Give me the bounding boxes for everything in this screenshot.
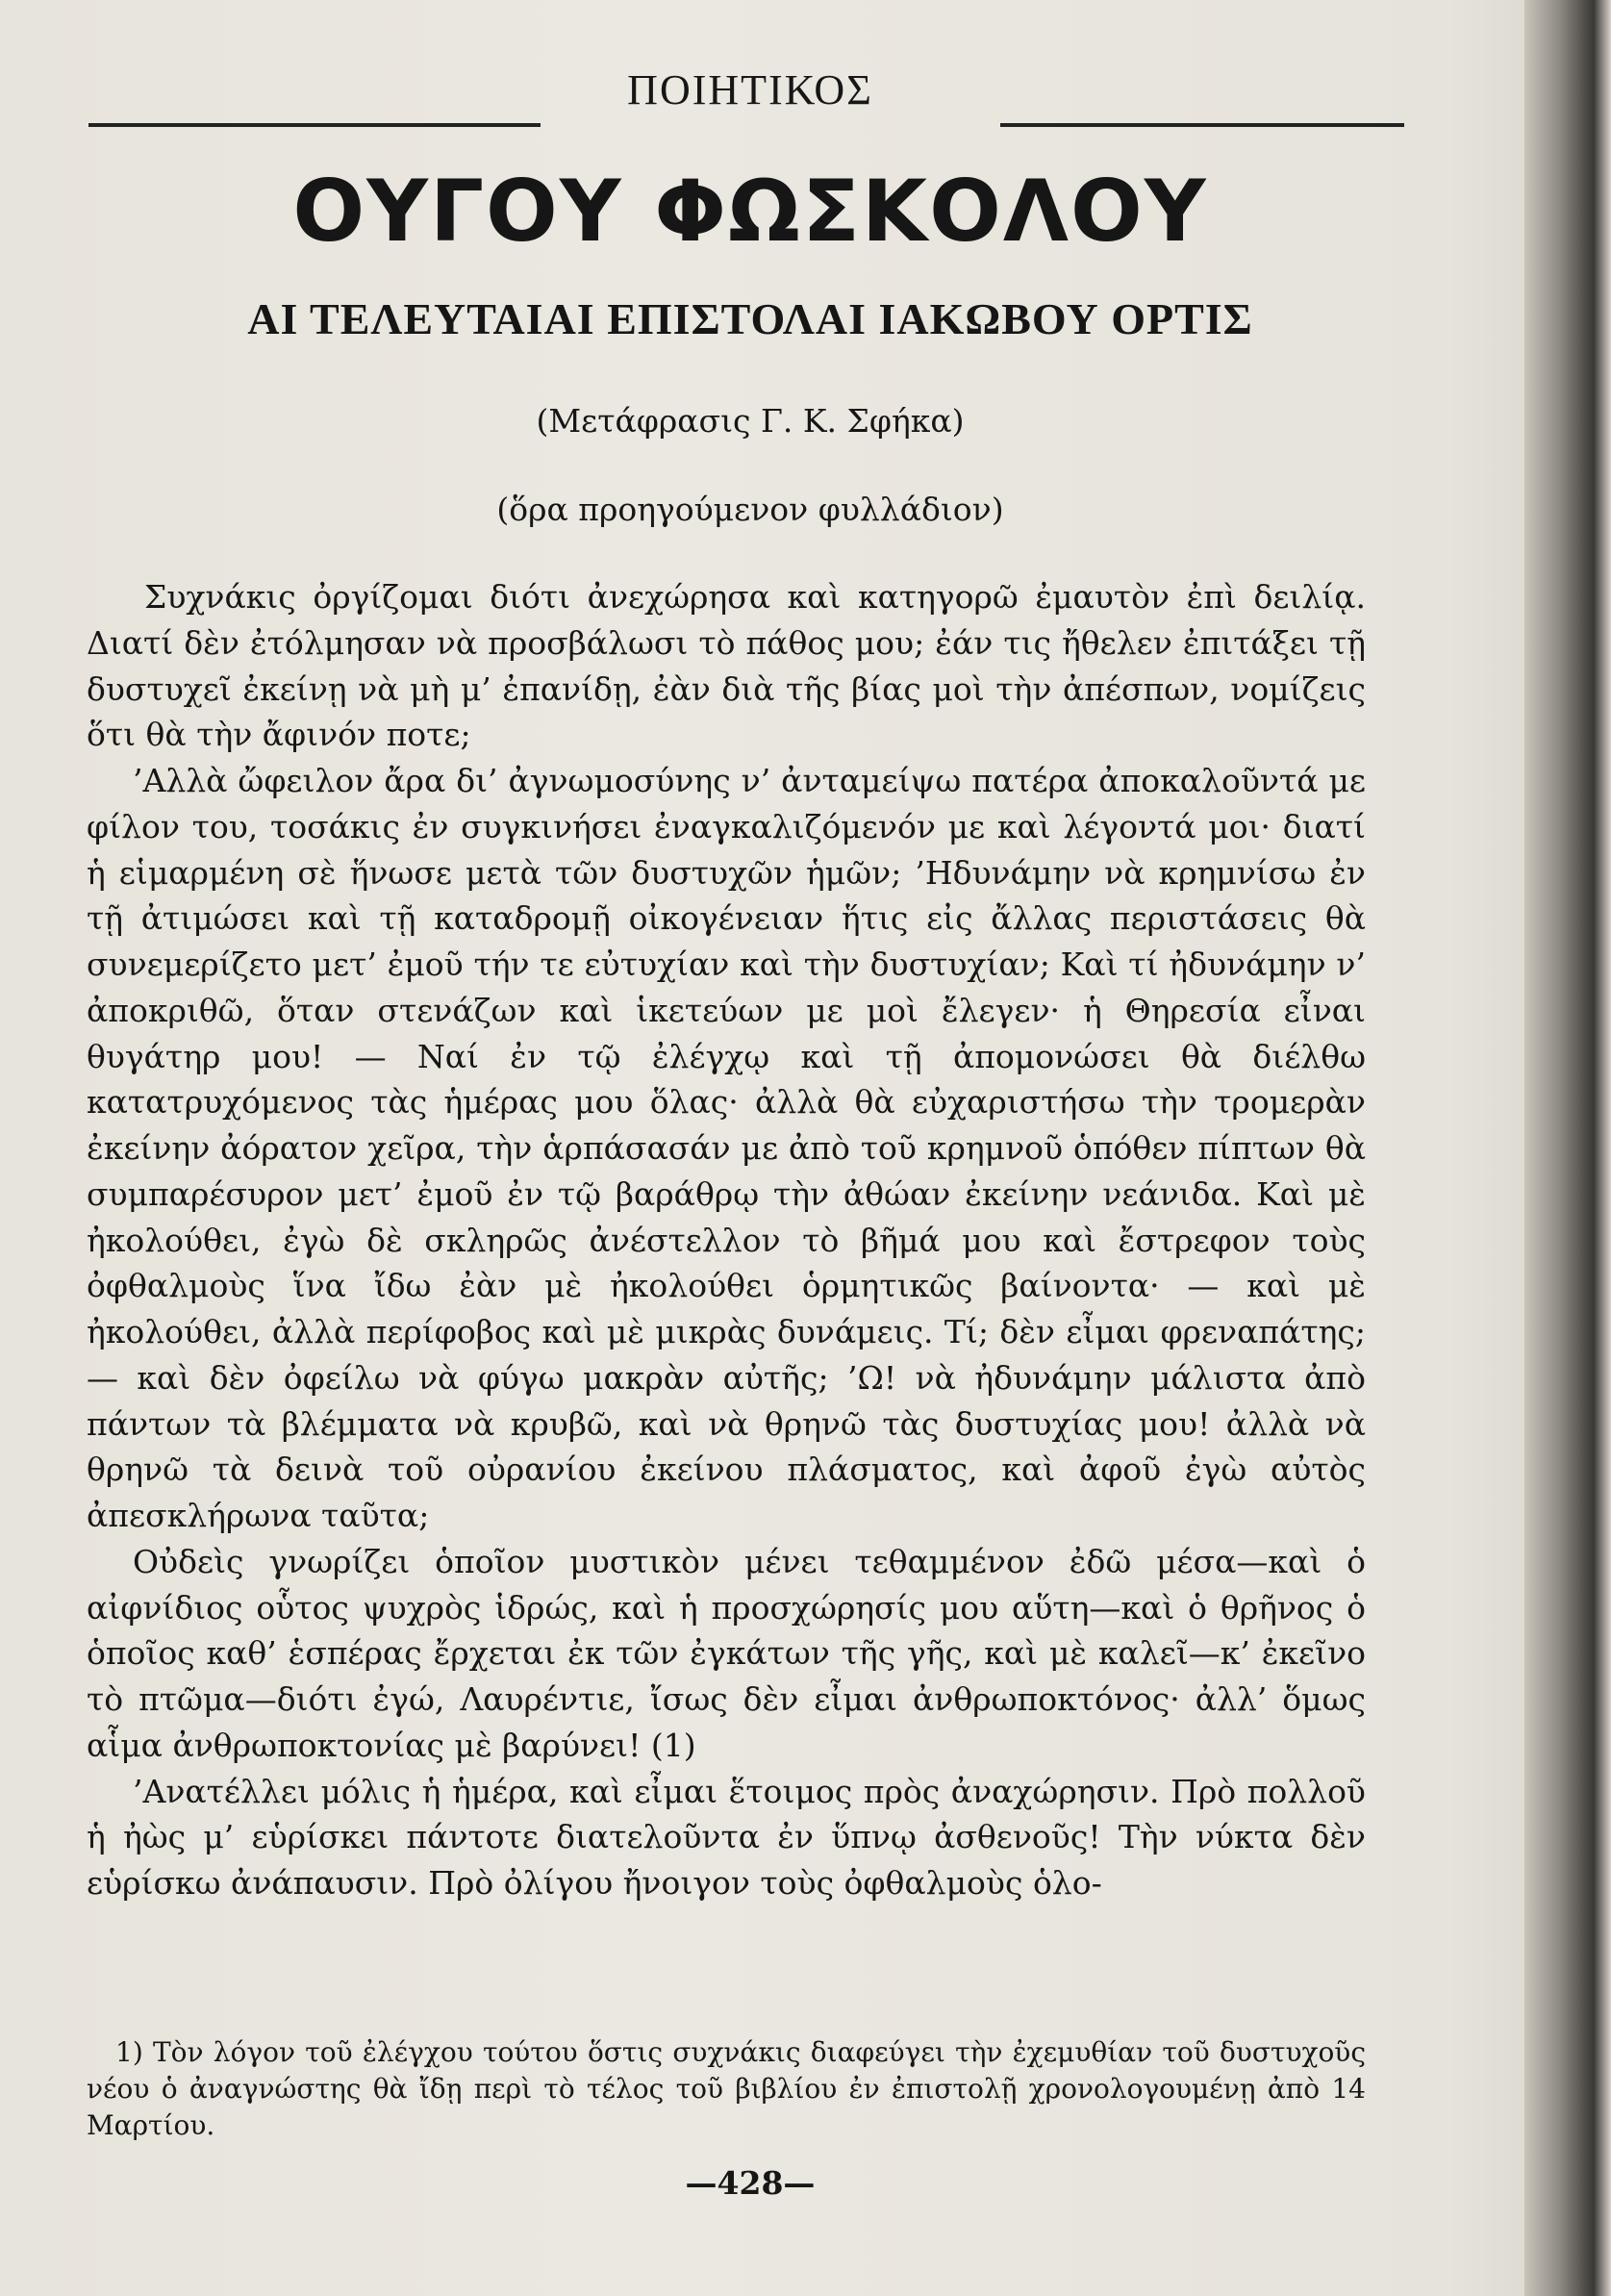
page-subtitle: ΑΙ ΤΕΛΕΥΤΑΙΑΙ ΕΠΙΣΤΟΛΑΙ ΙΑΚΩΒΟΥ ΟΡΤΙΣ [247, 294, 1253, 343]
page-title: ΟΥΓΟΥ ΦΩΣΚΟΛΟΥ [292, 162, 1208, 261]
header-rule-left [88, 123, 541, 127]
paragraph: ’Ανατέλλει μόλις ἡ ἡμέρα, καὶ εἶμαι ἕτοιμος πρὸς ἀναχώρησιν. Πρὸ πολλοῦ ἡ ἠὼς μ’ εὑρίσκει πάντοτε διατελοῦντα ἐν ὕπνῳ ἀσθενοῦς! Τὴν νύκτα δὲν εὑρίσκω ἀνάπαυσιν. Πρὸ ὀλίγου ἤνοιγον τοὺς ὀφθαλμοὺς ὁλο- [87, 1772, 1366, 1902]
paragraph: Οὐδεὶς γνωρίζει ὁποῖον μυστικὸν μένει τεθαμμένον ἐδῶ μέσα—καὶ ὁ αἰφνίδιος οὗτος ψυχρὸς ἱδρώς, καὶ ἡ προσχώρησίς μου αὕτη—καὶ ὁ θρῆνος ὁ ὁποῖος καθ’ ἑσπέρας ἔρχεται ἐκ τῶν ἐγκάτων τῆς γῆς, καὶ μὲ καλεῖ—κ’ ἐκεῖνο τὸ πτῶμα—διότι ἐγώ, Λαυρέντιε, ἴσως δὲν εἶμαι ἀνθρωποκτόνος· ἀλλ’ ὅμως αἷμα ἀνθρωποκτονίας μὲ βαρύνει! (1) [87, 1542, 1366, 1764]
paragraph: ’Αλλὰ ὤφειλον ἄρα δι’ ἀγνωμοσύνης ν’ ἀνταμείψω πατέρα ἀποκαλοῦντά με φίλον του, τοσάκις ἐν συγκινήσει ἐναγκαλιζόμενόν με καὶ λέγοντά μοι· διατί ἡ εἱμαρμένη σὲ ἥνωσε μετὰ τῶν δυστυχῶν ἡμῶν; ’Ηδυνάμην νὰ κρημνίσω ἐν τῇ ἀτιμώσει καὶ τῇ καταδρομῇ οἰκογένειαν ἥτις εἰς ἄλλας περιστάσεις θὰ συνεμερίζετο μετ’ ἐμοῦ τήν τε εὐτυχίαν καὶ τὴν δυστυχίαν; Καὶ τί ἠδυνάμην ν’ ἀποκριθῶ, ὅταν στενάζων καὶ ἱκετεύων με μοὶ ἔλεγεν· ἡ Θηρεσία εἶναι θυγάτηρ μου! — Ναί ἐν τῷ ἐλέγχῳ καὶ τῇ ἀπομονώσει θὰ διέλθω κατατρυχόμενος τὰς ἡμέρας μου ὅλας· ἀλλὰ θὰ εὐχαριστήσω τὴν τρομερὰν ἐκείνην ἀόρατον χεῖρα, τὴν ἁρπάσασάν με ἀπὸ τοῦ κρημνοῦ ὁπόθεν πίπτων θὰ συμπαρέσυρον μετ’ ἐμοῦ ἐν τῷ βαράθρῳ τὴν ἀθώαν ἐκείνην νεάνιδα. Καὶ μὲ ἠκολούθει, ἐγὼ δὲ σκληρῶς ἀνέστελλον τὸ βῆμά μου καὶ ἔστρεφον τοὺς ὀφθαλμοὺς ἵνα ἴδω ἐὰν μὲ ἠκολούθει ὁρμητικῶς βαίνοντα· — καὶ μὲ ἠκολούθει, ἀλλὰ περίφοβος καὶ μὲ μικρὰς δυνάμεις. Τί; δὲν εἶμαι φρεναπάτης; — καὶ δὲν ὀφείλω νὰ φύγω μακρὰν αὐτῆς; ’Ω! νὰ ἠδυνάμην μάλιστα ἀπὸ πάντων τὰ βλέμματα νὰ κρυβῶ, καὶ νὰ θρηνῶ τὰς δυστυχίας μου! ἀλλὰ νὰ θρηνῶ τὰ δεινὰ τοῦ οὐρανίου ἐκείνου πλάσματος, καὶ ἀφοῦ ἐγὼ αὐτὸς ἀπεσκλήρωνα ταῦτα; [87, 762, 1366, 1534]
footnote-text: 1) Τὸν λόγον τοῦ ἐλέγχου τούτου ὅστις συχνάκις διαφεύγει τὴν ἐχεμυθίαν τοῦ δυστυχοῦς νέου ὁ ἀναγνώστης θὰ ἴδῃ περὶ τὸ τέλος τοῦ βιβλίου ἐν ἐπιστολῇ χρονολογουμένῃ ἀπὸ 14 Μαρτίου. [87, 2036, 1366, 2141]
footnote [87, 2034, 1366, 2144]
header-rule-right [1000, 123, 1404, 127]
book-gutter [1524, 0, 1611, 2296]
paragraph: Συχνάκις ὀργίζομαι διότι ἀνεχώρησα καὶ κατηγορῶ ἐμαυτὸν ἐπὶ δειλίᾳ. Διατί δὲν ἐτόλμησαν νὰ προσβάλωσι τὸ πάθος μου; ἐάν τις ἤθελεν ἐπιτάξει τῇ δυστυχεῖ ἐκείνῃ νὰ μὴ μ’ ἐπανίδῃ, ἐὰν διὰ τῆς βίας μοὶ τὴν ἀπέσπων, νομίζεις ὅτι θὰ τὴν ἄφινόν ποτε; [87, 578, 1366, 754]
body-text [87, 574, 1366, 1906]
see-previous-note: (ὅρα προηγούμενον φυλλάδιον) [496, 491, 1004, 528]
page-number: —428— [685, 2164, 816, 2202]
translator-credit: (Μετάφρασις Γ. Κ. Σφήκα) [536, 402, 965, 440]
running-head: ΠΟΙΗΤΙΚΟΣ [627, 66, 873, 114]
